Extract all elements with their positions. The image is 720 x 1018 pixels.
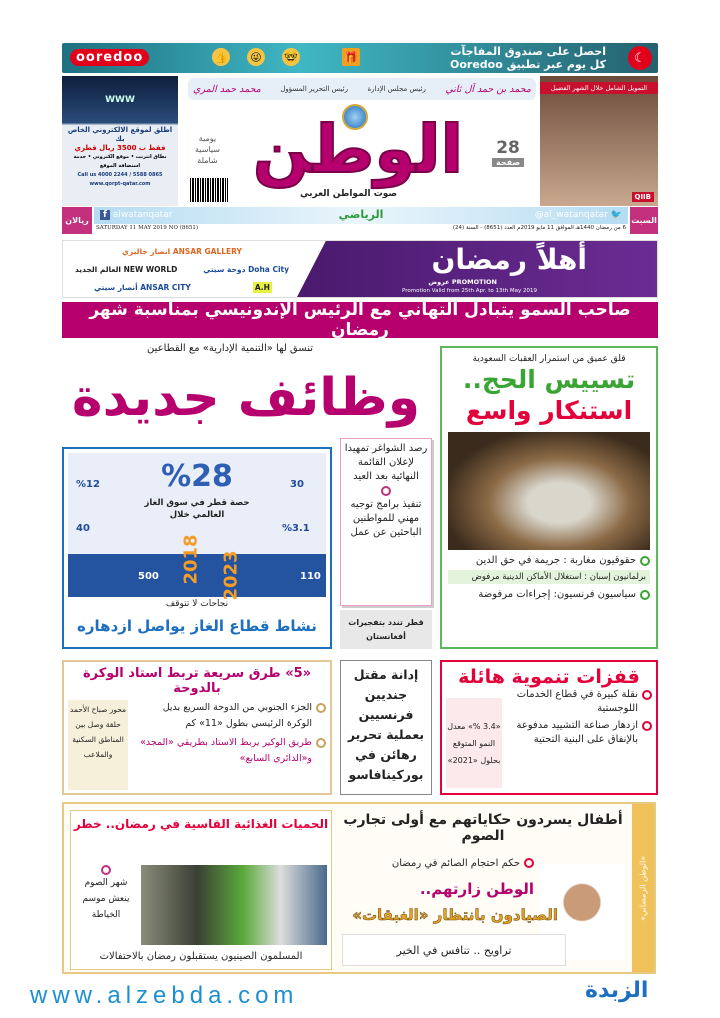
stat: %12 [76,479,100,490]
website-ad[interactable] [62,76,178,206]
twitter-handle: @al_watanqatar [534,210,608,220]
bullet-text[interactable]: حكم احتجام الصائم في رمضان [391,858,520,869]
ramadan-section [62,802,656,974]
brand-ah: A.H [254,282,270,292]
gas-story[interactable] [62,447,332,649]
paper-type-line: يومية [198,134,217,143]
ooredoo-banner-ad[interactable] [62,43,658,73]
story-title[interactable]: الوطن زارتهم.. [419,880,534,898]
stat: %3.1 [282,523,310,534]
chairman-label: رئيس مجلس الإدارة [367,85,426,93]
newspaper-logo: الوطن [252,111,464,188]
stat: 110 [300,571,321,582]
gas-infographic [68,453,326,601]
barcode [190,178,228,202]
date-arabic: 6 من رمضان 1440هـ الموافق 11 مايو 2019م العدد (8651) - السنة (24) [452,225,626,231]
price: ريالان [62,207,92,234]
website-url[interactable]: www.alzebda.com [30,982,299,1009]
bullet-text: ازدهار صناعة التشييد مدفوعة بالإنفاق على البنية التحتية [516,720,638,745]
photo-caption: المسلمون الصينيون يستقبلون رمضان بالاحتفالات [99,951,303,962]
bullet-text: الجزء الجنوبي من الدوحة السريع بديل الوكرة الرئيسي بطول «11» كم [162,702,312,729]
story-title: نشاط قطاع الغاز يواصل ازدهاره [77,617,317,635]
thumbs-up-icon: 👍 [212,48,230,66]
story-title: تسييس الحج.. [462,365,636,394]
brand-doha-city: دوحة سيتي Doha City [203,264,290,274]
editors-bar [188,78,536,100]
paper-type-line: شاملة [197,156,218,165]
kaaba-photo [448,432,650,550]
jobs-sidebar [340,438,432,606]
chairman-signature: محمد بن حمد آل ثاني [445,83,531,95]
page-count [492,138,524,167]
story-title[interactable]: أطفال يسردون حكاياتهم مع أولى تجارب الصوم [343,812,623,844]
alzebda-logo: الزبدة [585,978,649,1003]
stat: 500 [138,571,159,582]
chinese-muslims-photo [141,865,327,945]
slogan: صوت المواطن العربي [300,189,398,199]
side-text: رصد الشواغر تمهيدا لإعلان القائمة النهائية بعد العيد [344,443,428,482]
brand-ansar-gallery: انصار جاليري ANSAR GALLERY [122,246,242,256]
editor-label: رئيس التحرير المسؤول [280,85,348,93]
ad-text: التمويل الشامل خلال الشهر الفضيل [540,82,658,94]
ad-text: نطاق انترنت • موقع الكتروني • خدمة استضافة الموقع [73,154,167,169]
story-title: استنكار واسع [465,396,633,425]
list-item: برلمانيون إسبان : استغلال الأماكن الدينية مرفوض [448,570,650,584]
ad-promo: عروض PROMOTION [428,278,497,286]
twitter-link[interactable] [535,210,622,220]
story-title: قفزات تنموية هائلة [458,666,640,688]
story-kicker: قلق عميق من استمرار العقبات السعودية [472,354,626,364]
afghanistan-story[interactable]: قطر تندد بتفجيرات أفغانستان [340,610,432,649]
diet-story[interactable] [70,810,332,970]
brand-ansar-city: أنصار سيتي ANSAR CITY [94,282,191,292]
facebook-icon: f [100,210,110,220]
ad-text: فقط ب 3500 ريال قطري [74,144,166,152]
section-tab: «الوطن الرمضاني» [632,804,654,972]
hajj-story[interactable] [440,346,658,649]
story-title: الحميات الغذائية القاسية في رمضان.. خطر [73,817,329,831]
taraweeh-story[interactable]: تراويح .. تنافس في الخير [342,934,566,966]
ad-validity: Promotion Valid from 25th Apr. to 13th May 2019 [402,288,537,294]
ad-title: أهلاً رمضان [431,243,587,276]
twitter-icon: 🐦 [610,210,622,220]
story-title[interactable]: الصيادون بانتظار «الغبقات» [352,906,558,924]
emoji-glasses-icon: 🤓 [282,48,300,66]
ad-line-2: كل يوم عبر تطبيق Ooredoo [449,58,606,71]
development-story[interactable] [440,660,658,795]
year-label: 2018 [180,534,202,585]
www-icon: WWW [105,95,135,105]
list-item [448,555,650,566]
stat: 40 [76,523,90,534]
ad-line-1: احصل على صندوق المفاجآت [450,45,606,58]
side-text: محور صباح الأحمد حلقة وصل بين المناطق السكنية والملاعب [68,700,128,790]
ooredoo-logo: ooredoo [70,49,149,66]
stat: 30 [290,479,304,490]
ramadan-promotion-ad[interactable] [62,240,658,298]
bullet-icon [316,703,326,713]
emoji-icon: 😜 [247,48,265,66]
infographic-big-number: %28 [161,459,233,494]
story-kicker: تنسق لها «التنمية الإدارية» مع القطاعين [146,343,313,354]
jobs-headline[interactable]: وظائف جديدة [71,368,421,428]
editor-signature: محمد حمد المري [193,83,261,95]
paper-type [195,133,220,166]
list-item [448,589,650,600]
main-headline[interactable]: صاحب السمو يتبادل التهاني مع الرئيس الإندونيسي بمناسبة شهر رمضان [62,302,658,338]
date-bar [62,207,658,234]
ad-text: اطلق لموقع الالكتروني الخاص بك [67,126,173,143]
side-text: «3.4 %» معدل النمو المتوقع بحلول «2021» [446,698,502,788]
bullet-icon [101,865,111,875]
paper-type-line: سياسية [195,145,220,154]
bullet-icon [640,590,650,600]
bullet-text: طريق الوكير يربط الاستاد بطريقي «المجد» و«الدائري السابع» [140,737,312,764]
year-label: 2023 [220,550,242,601]
side-text: تنفيذ برامج توجيه مهني للمواطنين الباحثين عن عمل [350,499,422,538]
page-count-number: 28 [496,138,520,158]
ad-contact: Call us 4000 2244 / 5588 0865 [77,172,163,178]
bullet-text: نقلة كبيرة في قطاع الخدمات اللوجستية [516,689,638,714]
brand-new-world: العالم الجديد NEW WORLD [74,264,178,274]
bullet-icon [642,721,652,731]
bullet-icon [381,486,391,496]
side-text: شهر الصوم ينعش موسم الخياطة [82,878,130,920]
gift-icon: 🎁 [342,48,360,66]
bullet-icon [524,858,534,868]
date-english: SATURDAY 11 MAY 2019 NO (8651) [96,225,199,231]
roads-story[interactable] [62,660,332,795]
bullet-icon [640,556,650,566]
bullet-icon [316,738,326,748]
facebook-handle: alwatanqatar [112,210,173,220]
infographic-caption: حصة قطر في سوق الغاز العالمي خلال [144,498,250,520]
bullet-icon [642,690,652,700]
crescent-icon: ☾ [628,46,652,70]
page-count-label: صفحة [492,158,524,167]
qiib-logo: QIIB [632,192,655,202]
qiib-ad[interactable] [540,76,658,206]
burkina-story[interactable]: إدانة مقتل جنديين فرنسيين بعملية تحرير رهائن في بوركينافاسو [340,660,432,795]
ad-url: www.qorpt-qatar.com [89,181,151,187]
day-name: السبت [630,207,658,234]
bullet-text: حقوقيون مغاربة : جريمة في حق الدين [475,555,636,566]
bullet-text: سياسيون فرنسيون: إجراءات مرفوضة [478,589,636,600]
section-name: الرياضي [338,208,384,221]
story-title: «5» طرق سريعة تربط استاد الوكرة بالدوحة [82,666,312,696]
story-kicker: نجاحات لا تتوقف [165,599,229,609]
